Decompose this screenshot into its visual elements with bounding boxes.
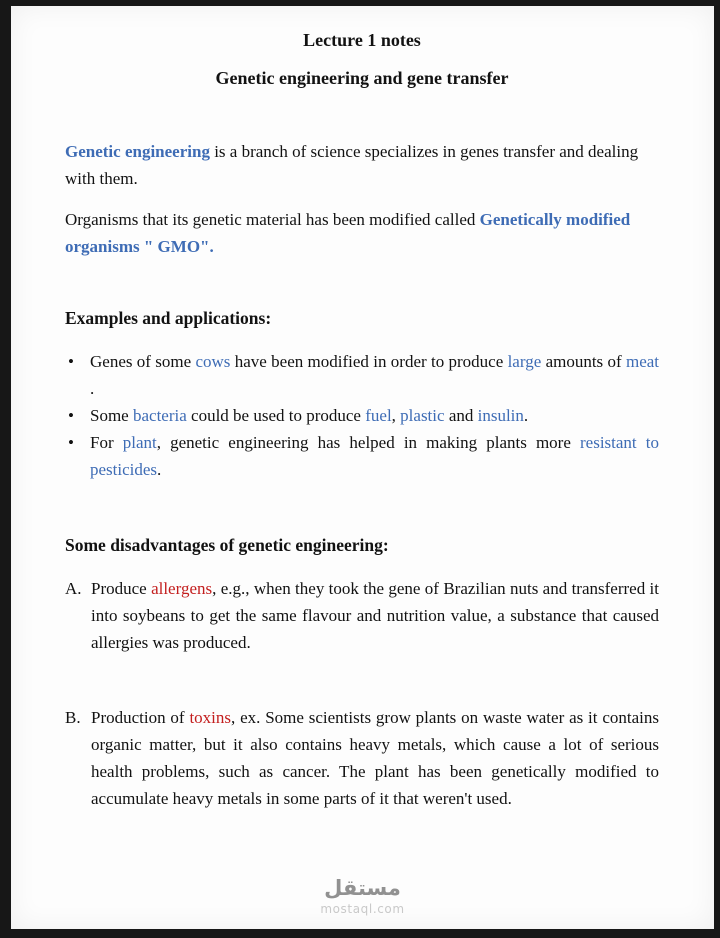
item-label: B.: [65, 708, 81, 727]
term-cows: cows: [195, 352, 231, 371]
bullet-icon: •: [68, 406, 74, 425]
disadvantages-heading: Some disadvantages of genetic engineering:: [65, 535, 389, 555]
text-segment: could be used to produce: [186, 406, 366, 425]
list-item-plant: [65, 429, 659, 483]
bullet-text: [90, 402, 659, 429]
term-fuel: fuel: [365, 406, 392, 425]
mostaql-domain-text: mostaql.com: [320, 902, 405, 916]
text-segment: Produce: [91, 579, 152, 598]
examples-heading: Examples and applications:: [65, 308, 272, 328]
term-genetic-engineering: Genetic engineering: [65, 142, 210, 161]
term-meat: meat: [625, 352, 660, 371]
term-toxins: toxins: [189, 708, 231, 727]
text-segment: and: [444, 406, 478, 425]
bullet-text: [90, 429, 659, 483]
disadvantage-item-b: [65, 704, 659, 812]
item-text: [91, 704, 659, 812]
term-bacteria: bacteria: [132, 406, 187, 425]
text-segment: Organisms that its genetic material has been modified called: [65, 210, 480, 229]
text-segment: .: [90, 379, 95, 398]
text-segment: is a branch of science specializes in genes transfer and dealing with them.: [65, 142, 639, 188]
text-segment: Production of: [91, 708, 190, 727]
text-segment: , ex. Some scientists grow plants on waste water as it contains organic matter, but it also contains heavy metals, which cause a lot of serious health problems, such as cancer. The plant has been genetically modified to accumulate heavy metals in some parts of it that weren't used.: [91, 708, 659, 808]
disadvantage-item-a: [65, 575, 659, 656]
text-segment: amounts of: [541, 352, 626, 371]
text-segment: .: [157, 460, 162, 479]
page-subtitle: Genetic engineering and gene transfer: [215, 68, 509, 88]
text-segment: ,: [391, 406, 401, 425]
bullet-icon: •: [68, 352, 74, 371]
term-plant: plant: [122, 433, 157, 452]
term-large: large: [507, 352, 542, 371]
term-gmo: Genetically modified organisms " GMO".: [65, 210, 631, 256]
text-segment: , genetic engineering has helped in making plants more: [156, 433, 580, 452]
text-segment: , e.g., when they took the gene of Brazilian nuts and transferred it into soybeans to get the same flavour and nutrition value, a substance that caused allergies was produced.: [91, 579, 659, 652]
term-insulin: insulin: [477, 406, 524, 425]
document-content: [11, 6, 714, 812]
document-page: [11, 6, 714, 929]
item-label: A.: [65, 579, 82, 598]
text-segment: Some: [90, 406, 133, 425]
intro-paragraph: [65, 138, 659, 192]
term-resistant-pesticides: resistant to pesticides: [90, 433, 659, 479]
examples-list: [65, 348, 659, 483]
gmo-paragraph: [65, 206, 659, 260]
text-segment: .: [523, 406, 529, 425]
bullet-icon: •: [68, 433, 74, 452]
list-item-cows: [65, 348, 659, 402]
list-item-bacteria: [65, 402, 659, 429]
page-title: Lecture 1 notes: [303, 30, 421, 50]
bullet-text: [90, 348, 659, 402]
item-text: [91, 575, 659, 656]
text-segment: have been modified in order to produce: [230, 352, 508, 371]
text-segment: For: [90, 433, 123, 452]
watermark: [11, 875, 714, 917]
mostaql-logo-text: مستقل: [324, 876, 401, 900]
text-segment: Genes of some: [90, 352, 196, 371]
term-plastic: plastic: [400, 406, 445, 425]
term-allergens: allergens: [151, 579, 213, 598]
